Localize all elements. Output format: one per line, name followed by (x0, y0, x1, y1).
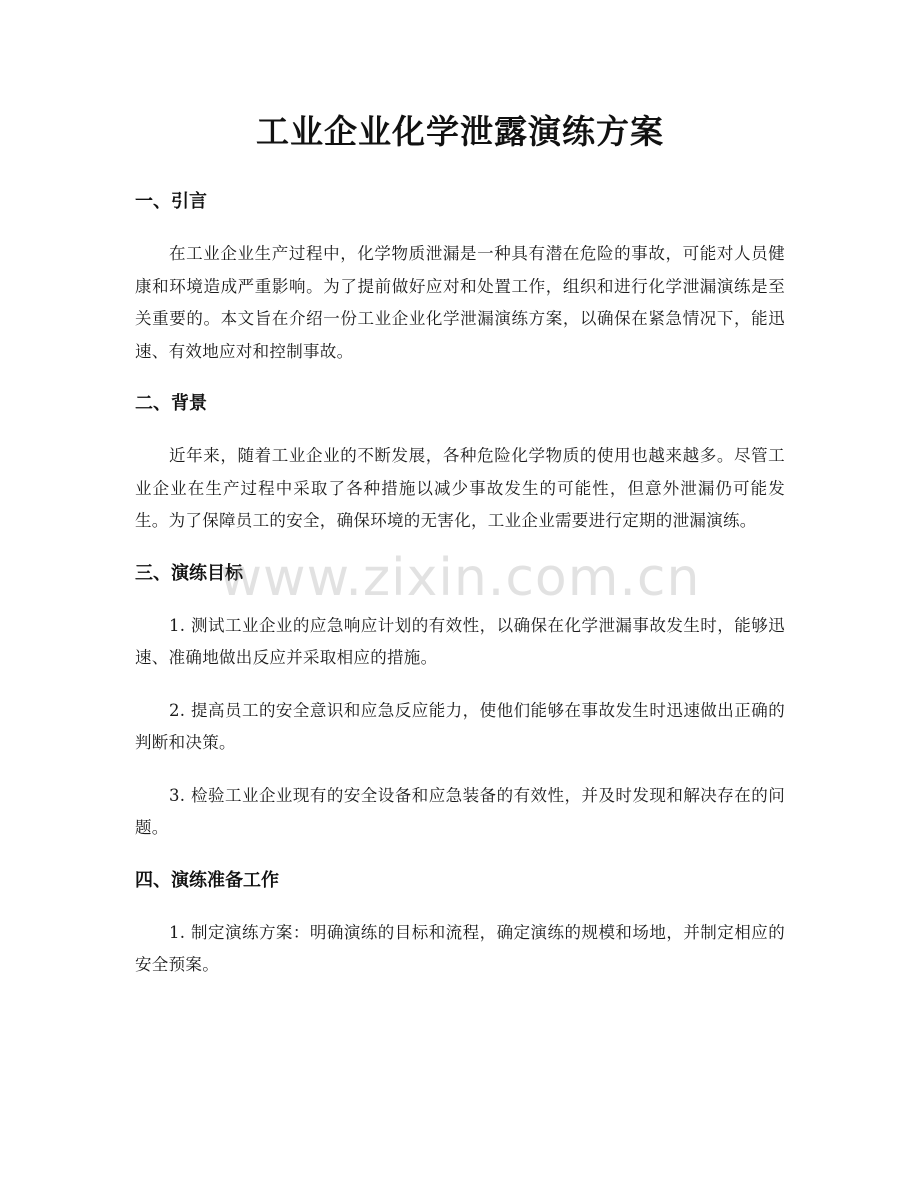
document-body (135, 186, 785, 1002)
paragraph: 3. 检验工业企业现有的安全设备和应急装备的有效性，并及时发现和解决存在的问题。 (135, 785, 785, 837)
page-title: 工业企业化学泄露演练方案 (256, 112, 664, 151)
paragraph: 在工业企业生产过程中，化学物质泄漏是一种具有潜在危险的事故，可能对人员健康和环境造成严重影响。为了提前做好应对和处置工作，组织和进行化学泄漏演练是至关重要的。本文旨在介绍一份工业企业化学泄漏演练方案，以确保在紧急情况下，能迅速、有效地应对和控制事故。 (135, 244, 785, 361)
section-heading-introduction: 一、引言 (135, 191, 207, 212)
section-heading-background: 二、背景 (135, 393, 207, 414)
paragraph: 1. 制定演练方案：明确演练的目标和流程，确定演练的规模和场地，并制定相应的安全预案。 (135, 922, 785, 974)
watermark: www.zixin.com.cn (219, 548, 701, 608)
section-heading-drill-goals: 三、演练目标 (135, 562, 243, 584)
paragraph: 1. 测试工业企业的应急响应计划的有效性，以确保在化学泄漏事故发生时，能够迅速、准确地做出反应并采取相应的措施。 (135, 615, 785, 667)
section-heading-drill-preparation: 四、演练准备工作 (135, 869, 279, 891)
paragraph: 2. 提高员工的安全意识和应急反应能力，使他们能够在事故发生时迅速做出正确的判断和决策。 (135, 700, 785, 752)
paragraph: 近年来，随着工业企业的不断发展，各种危险化学物质的使用也越来越多。尽管工业企业在生产过程中采取了各种措施以减少事故发生的可能性，但意外泄漏仍可能发生。为了保障员工的安全，确保环境的无害化，工业企业需要进行定期的泄漏演练。 (135, 446, 785, 530)
